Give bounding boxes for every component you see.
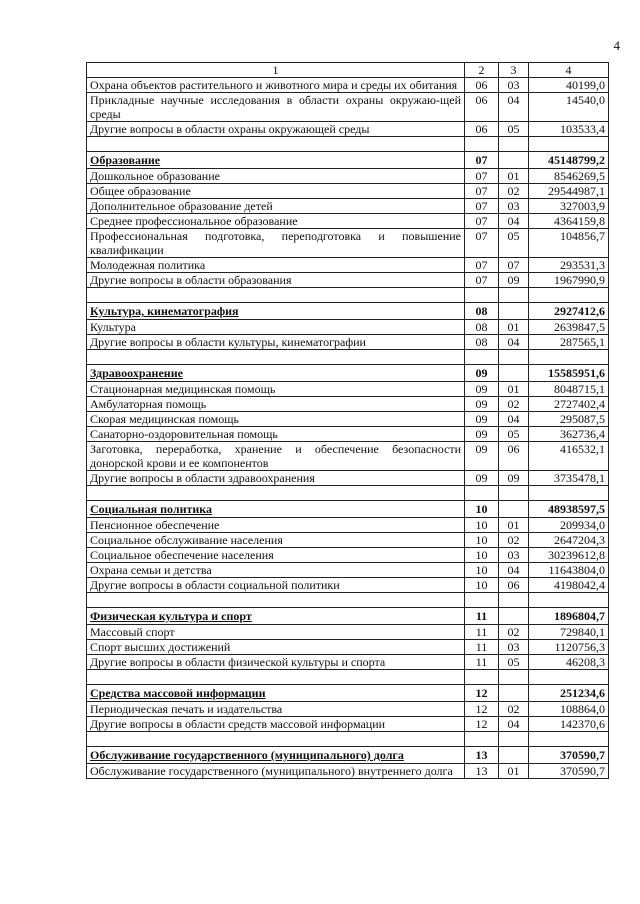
table-row bbox=[87, 442, 609, 471]
row-name-cell: Дополнительное образование детей bbox=[87, 199, 465, 214]
section-row bbox=[87, 747, 609, 764]
subsection-code-cell: 05 bbox=[499, 229, 529, 258]
amount-cell: 40199,0 bbox=[529, 78, 609, 93]
section-code-cell: 10 bbox=[465, 501, 499, 518]
amount-cell: 2727402,4 bbox=[529, 397, 609, 412]
subsection-code-cell: 03 bbox=[499, 640, 529, 655]
table-body bbox=[87, 78, 609, 779]
row-name-cell: Спорт высших достижений bbox=[87, 640, 465, 655]
row-name-cell: Санаторно-оздоровительная помощь bbox=[87, 427, 465, 442]
spacer-cell bbox=[529, 670, 609, 685]
table-row bbox=[87, 258, 609, 273]
subsection-code-cell: 01 bbox=[499, 382, 529, 397]
spacer-row bbox=[87, 350, 609, 365]
table-row bbox=[87, 93, 609, 122]
table-row bbox=[87, 199, 609, 214]
spacer-cell bbox=[87, 350, 465, 365]
section-row bbox=[87, 303, 609, 320]
section-row bbox=[87, 685, 609, 702]
header-col-1: 1 bbox=[87, 63, 465, 78]
header-col-3: 3 bbox=[499, 63, 529, 78]
subsection-code-cell: 05 bbox=[499, 655, 529, 670]
row-name-cell: Другие вопросы в области культуры, кинематографии bbox=[87, 335, 465, 350]
row-name-cell: Среднее профессиональное образование bbox=[87, 214, 465, 229]
row-name-cell: Охрана семьи и детства bbox=[87, 563, 465, 578]
amount-cell: 287565,1 bbox=[529, 335, 609, 350]
row-name-cell: Пенсионное обеспечение bbox=[87, 518, 465, 533]
table-row bbox=[87, 625, 609, 640]
subsection-code-cell bbox=[499, 747, 529, 764]
spacer-cell bbox=[87, 486, 465, 501]
subsection-code-cell: 03 bbox=[499, 199, 529, 214]
section-code-cell: 11 bbox=[465, 625, 499, 640]
spacer-cell bbox=[465, 137, 499, 152]
amount-cell: 3735478,1 bbox=[529, 471, 609, 486]
spacer-cell bbox=[87, 137, 465, 152]
subsection-code-cell: 02 bbox=[499, 397, 529, 412]
subsection-code-cell: 05 bbox=[499, 122, 529, 137]
table-row bbox=[87, 320, 609, 335]
table-row bbox=[87, 471, 609, 486]
row-name-cell: Другие вопросы в области здравоохранения bbox=[87, 471, 465, 486]
amount-cell: 729840,1 bbox=[529, 625, 609, 640]
amount-cell: 362736,4 bbox=[529, 427, 609, 442]
subsection-code-cell: 09 bbox=[499, 471, 529, 486]
subsection-code-cell: 04 bbox=[499, 214, 529, 229]
subsection-code-cell: 02 bbox=[499, 625, 529, 640]
amount-cell: 2927412,6 bbox=[529, 303, 609, 320]
subsection-code-cell: 03 bbox=[499, 78, 529, 93]
row-name-cell: Молодежная политика bbox=[87, 258, 465, 273]
amount-cell: 2647204,3 bbox=[529, 533, 609, 548]
table-row bbox=[87, 764, 609, 779]
amount-cell: 4198042,4 bbox=[529, 578, 609, 593]
subsection-code-cell: 04 bbox=[499, 93, 529, 122]
row-name-cell: Социальное обслуживание населения bbox=[87, 533, 465, 548]
amount-cell: 8546269,5 bbox=[529, 169, 609, 184]
table-header-row bbox=[87, 63, 609, 78]
section-code-cell: 13 bbox=[465, 747, 499, 764]
subsection-code-cell: 03 bbox=[499, 548, 529, 563]
section-code-cell: 13 bbox=[465, 764, 499, 779]
amount-cell: 295087,5 bbox=[529, 412, 609, 427]
row-name-cell: Прикладные научные исследования в области охраны окружаю-щей среды bbox=[87, 93, 465, 122]
amount-cell: 209934,0 bbox=[529, 518, 609, 533]
spacer-cell bbox=[465, 593, 499, 608]
table-row bbox=[87, 214, 609, 229]
section-code-cell: 09 bbox=[465, 365, 499, 382]
amount-cell: 1120756,3 bbox=[529, 640, 609, 655]
section-code-cell: 09 bbox=[465, 442, 499, 471]
amount-cell: 142370,6 bbox=[529, 717, 609, 732]
header-col-2: 2 bbox=[465, 63, 499, 78]
section-code-cell: 06 bbox=[465, 93, 499, 122]
section-code-cell: 06 bbox=[465, 122, 499, 137]
spacer-cell bbox=[87, 670, 465, 685]
spacer-cell bbox=[499, 670, 529, 685]
amount-cell: 30239612,8 bbox=[529, 548, 609, 563]
section-code-cell: 12 bbox=[465, 685, 499, 702]
amount-cell: 327003,9 bbox=[529, 199, 609, 214]
table-row bbox=[87, 78, 609, 93]
spacer-cell bbox=[465, 288, 499, 303]
spacer-cell bbox=[529, 137, 609, 152]
table-row bbox=[87, 412, 609, 427]
subsection-code-cell bbox=[499, 365, 529, 382]
section-code-cell: 07 bbox=[465, 184, 499, 199]
section-code-cell: 08 bbox=[465, 335, 499, 350]
section-code-cell: 11 bbox=[465, 640, 499, 655]
section-row bbox=[87, 365, 609, 382]
section-code-cell: 07 bbox=[465, 258, 499, 273]
row-name-cell: Охрана объектов растительного и животного мира и среды их обитания bbox=[87, 78, 465, 93]
subsection-code-cell: 02 bbox=[499, 184, 529, 199]
section-code-cell: 09 bbox=[465, 427, 499, 442]
section-code-cell: 10 bbox=[465, 548, 499, 563]
page-number: 4 bbox=[613, 38, 620, 53]
section-code-cell: 10 bbox=[465, 533, 499, 548]
subsection-code-cell: 06 bbox=[499, 442, 529, 471]
table-row bbox=[87, 518, 609, 533]
section-code-cell: 09 bbox=[465, 471, 499, 486]
spacer-cell bbox=[499, 486, 529, 501]
spacer-row bbox=[87, 593, 609, 608]
spacer-cell bbox=[499, 288, 529, 303]
row-name-cell: Обслуживание государственного (муниципального) внутреннего долга bbox=[87, 764, 465, 779]
subsection-code-cell: 05 bbox=[499, 427, 529, 442]
amount-cell: 293531,3 bbox=[529, 258, 609, 273]
table-row bbox=[87, 548, 609, 563]
table-row bbox=[87, 563, 609, 578]
amount-cell: 104856,7 bbox=[529, 229, 609, 258]
table-row bbox=[87, 335, 609, 350]
section-row bbox=[87, 608, 609, 625]
spacer-row bbox=[87, 670, 609, 685]
row-name-cell: Другие вопросы в области охраны окружающей среды bbox=[87, 122, 465, 137]
subsection-code-cell: 01 bbox=[499, 169, 529, 184]
row-name-cell: Здравоохранение bbox=[87, 365, 465, 382]
spacer-cell bbox=[529, 593, 609, 608]
spacer-cell bbox=[529, 288, 609, 303]
amount-cell: 416532,1 bbox=[529, 442, 609, 471]
amount-cell: 11643804,0 bbox=[529, 563, 609, 578]
subsection-code-cell: 06 bbox=[499, 578, 529, 593]
spacer-row bbox=[87, 732, 609, 747]
spacer-cell bbox=[465, 732, 499, 747]
subsection-code-cell bbox=[499, 685, 529, 702]
section-code-cell: 09 bbox=[465, 382, 499, 397]
subsection-code-cell bbox=[499, 152, 529, 169]
spacer-cell bbox=[499, 137, 529, 152]
amount-cell: 251234,6 bbox=[529, 685, 609, 702]
section-code-cell: 11 bbox=[465, 608, 499, 625]
amount-cell: 29544987,1 bbox=[529, 184, 609, 199]
section-code-cell: 08 bbox=[465, 320, 499, 335]
section-code-cell: 09 bbox=[465, 412, 499, 427]
table-row bbox=[87, 169, 609, 184]
subsection-code-cell bbox=[499, 608, 529, 625]
amount-cell: 370590,7 bbox=[529, 747, 609, 764]
spacer-cell bbox=[529, 486, 609, 501]
budget-table-container bbox=[86, 62, 608, 779]
section-row bbox=[87, 501, 609, 518]
row-name-cell: Другие вопросы в области социальной политики bbox=[87, 578, 465, 593]
amount-cell: 46208,3 bbox=[529, 655, 609, 670]
spacer-cell bbox=[499, 732, 529, 747]
table-row bbox=[87, 655, 609, 670]
section-code-cell: 10 bbox=[465, 578, 499, 593]
amount-cell: 2639847,5 bbox=[529, 320, 609, 335]
section-code-cell: 12 bbox=[465, 717, 499, 732]
amount-cell: 1896804,7 bbox=[529, 608, 609, 625]
section-code-cell: 09 bbox=[465, 397, 499, 412]
row-name-cell: Другие вопросы в области образования bbox=[87, 273, 465, 288]
row-name-cell: Социальное обеспечение населения bbox=[87, 548, 465, 563]
subsection-code-cell: 01 bbox=[499, 518, 529, 533]
row-name-cell: Другие вопросы в области средств массовой информации bbox=[87, 717, 465, 732]
table-row bbox=[87, 640, 609, 655]
row-name-cell: Стационарная медицинская помощь bbox=[87, 382, 465, 397]
section-code-cell: 07 bbox=[465, 169, 499, 184]
section-code-cell: 07 bbox=[465, 273, 499, 288]
amount-cell: 15585951,6 bbox=[529, 365, 609, 382]
row-name-cell: Культура, кинематография bbox=[87, 303, 465, 320]
subsection-code-cell: 01 bbox=[499, 320, 529, 335]
table-row bbox=[87, 533, 609, 548]
row-name-cell: Культура bbox=[87, 320, 465, 335]
table-row bbox=[87, 717, 609, 732]
subsection-code-cell: 01 bbox=[499, 764, 529, 779]
row-name-cell: Обслуживание государственного (муниципального) долга bbox=[87, 747, 465, 764]
amount-cell: 8048715,1 bbox=[529, 382, 609, 397]
spacer-cell bbox=[87, 288, 465, 303]
table-row bbox=[87, 122, 609, 137]
amount-cell: 4364159,8 bbox=[529, 214, 609, 229]
subsection-code-cell: 04 bbox=[499, 335, 529, 350]
table-row bbox=[87, 397, 609, 412]
spacer-cell bbox=[465, 350, 499, 365]
row-name-cell: Средства массовой информации bbox=[87, 685, 465, 702]
header-col-4: 4 bbox=[529, 63, 609, 78]
subsection-code-cell: 09 bbox=[499, 273, 529, 288]
spacer-cell bbox=[499, 350, 529, 365]
spacer-row bbox=[87, 288, 609, 303]
table-row bbox=[87, 273, 609, 288]
subsection-code-cell: 04 bbox=[499, 717, 529, 732]
section-code-cell: 07 bbox=[465, 214, 499, 229]
spacer-row bbox=[87, 486, 609, 501]
row-name-cell: Другие вопросы в области физической культуры и спорта bbox=[87, 655, 465, 670]
table-row bbox=[87, 184, 609, 199]
amount-cell: 14540,0 bbox=[529, 93, 609, 122]
spacer-cell bbox=[465, 670, 499, 685]
spacer-row bbox=[87, 137, 609, 152]
section-code-cell: 10 bbox=[465, 518, 499, 533]
row-name-cell: Физическая культура и спорт bbox=[87, 608, 465, 625]
section-code-cell: 06 bbox=[465, 78, 499, 93]
subsection-code-cell bbox=[499, 303, 529, 320]
subsection-code-cell bbox=[499, 501, 529, 518]
table-row bbox=[87, 229, 609, 258]
subsection-code-cell: 04 bbox=[499, 412, 529, 427]
spacer-cell bbox=[87, 732, 465, 747]
section-code-cell: 12 bbox=[465, 702, 499, 717]
amount-cell: 45148799,2 bbox=[529, 152, 609, 169]
spacer-cell bbox=[465, 486, 499, 501]
section-code-cell: 07 bbox=[465, 229, 499, 258]
subsection-code-cell: 02 bbox=[499, 533, 529, 548]
amount-cell: 1967990,9 bbox=[529, 273, 609, 288]
amount-cell: 108864,0 bbox=[529, 702, 609, 717]
section-code-cell: 10 bbox=[465, 563, 499, 578]
table-row bbox=[87, 578, 609, 593]
row-name-cell: Заготовка, переработка, хранение и обеспечение безопасности донорской крови и ее компонентов bbox=[87, 442, 465, 471]
subsection-code-cell: 07 bbox=[499, 258, 529, 273]
spacer-cell bbox=[529, 350, 609, 365]
row-name-cell: Профессиональная подготовка, переподготовка и повышение квалификации bbox=[87, 229, 465, 258]
table-row bbox=[87, 427, 609, 442]
spacer-cell bbox=[499, 593, 529, 608]
row-name-cell: Периодическая печать и издательства bbox=[87, 702, 465, 717]
spacer-cell bbox=[529, 732, 609, 747]
subsection-code-cell: 02 bbox=[499, 702, 529, 717]
row-name-cell: Социальная политика bbox=[87, 501, 465, 518]
row-name-cell: Массовый спорт bbox=[87, 625, 465, 640]
amount-cell: 103533,4 bbox=[529, 122, 609, 137]
budget-table bbox=[86, 62, 609, 779]
row-name-cell: Образование bbox=[87, 152, 465, 169]
subsection-code-cell: 04 bbox=[499, 563, 529, 578]
section-row bbox=[87, 152, 609, 169]
section-code-cell: 07 bbox=[465, 199, 499, 214]
row-name-cell: Скорая медицинская помощь bbox=[87, 412, 465, 427]
section-code-cell: 07 bbox=[465, 152, 499, 169]
section-code-cell: 08 bbox=[465, 303, 499, 320]
row-name-cell: Дошкольное образование bbox=[87, 169, 465, 184]
table-row bbox=[87, 702, 609, 717]
row-name-cell: Амбулаторная помощь bbox=[87, 397, 465, 412]
amount-cell: 48938597,5 bbox=[529, 501, 609, 518]
row-name-cell: Общее образование bbox=[87, 184, 465, 199]
amount-cell: 370590,7 bbox=[529, 764, 609, 779]
spacer-cell bbox=[87, 593, 465, 608]
table-row bbox=[87, 382, 609, 397]
section-code-cell: 11 bbox=[465, 655, 499, 670]
